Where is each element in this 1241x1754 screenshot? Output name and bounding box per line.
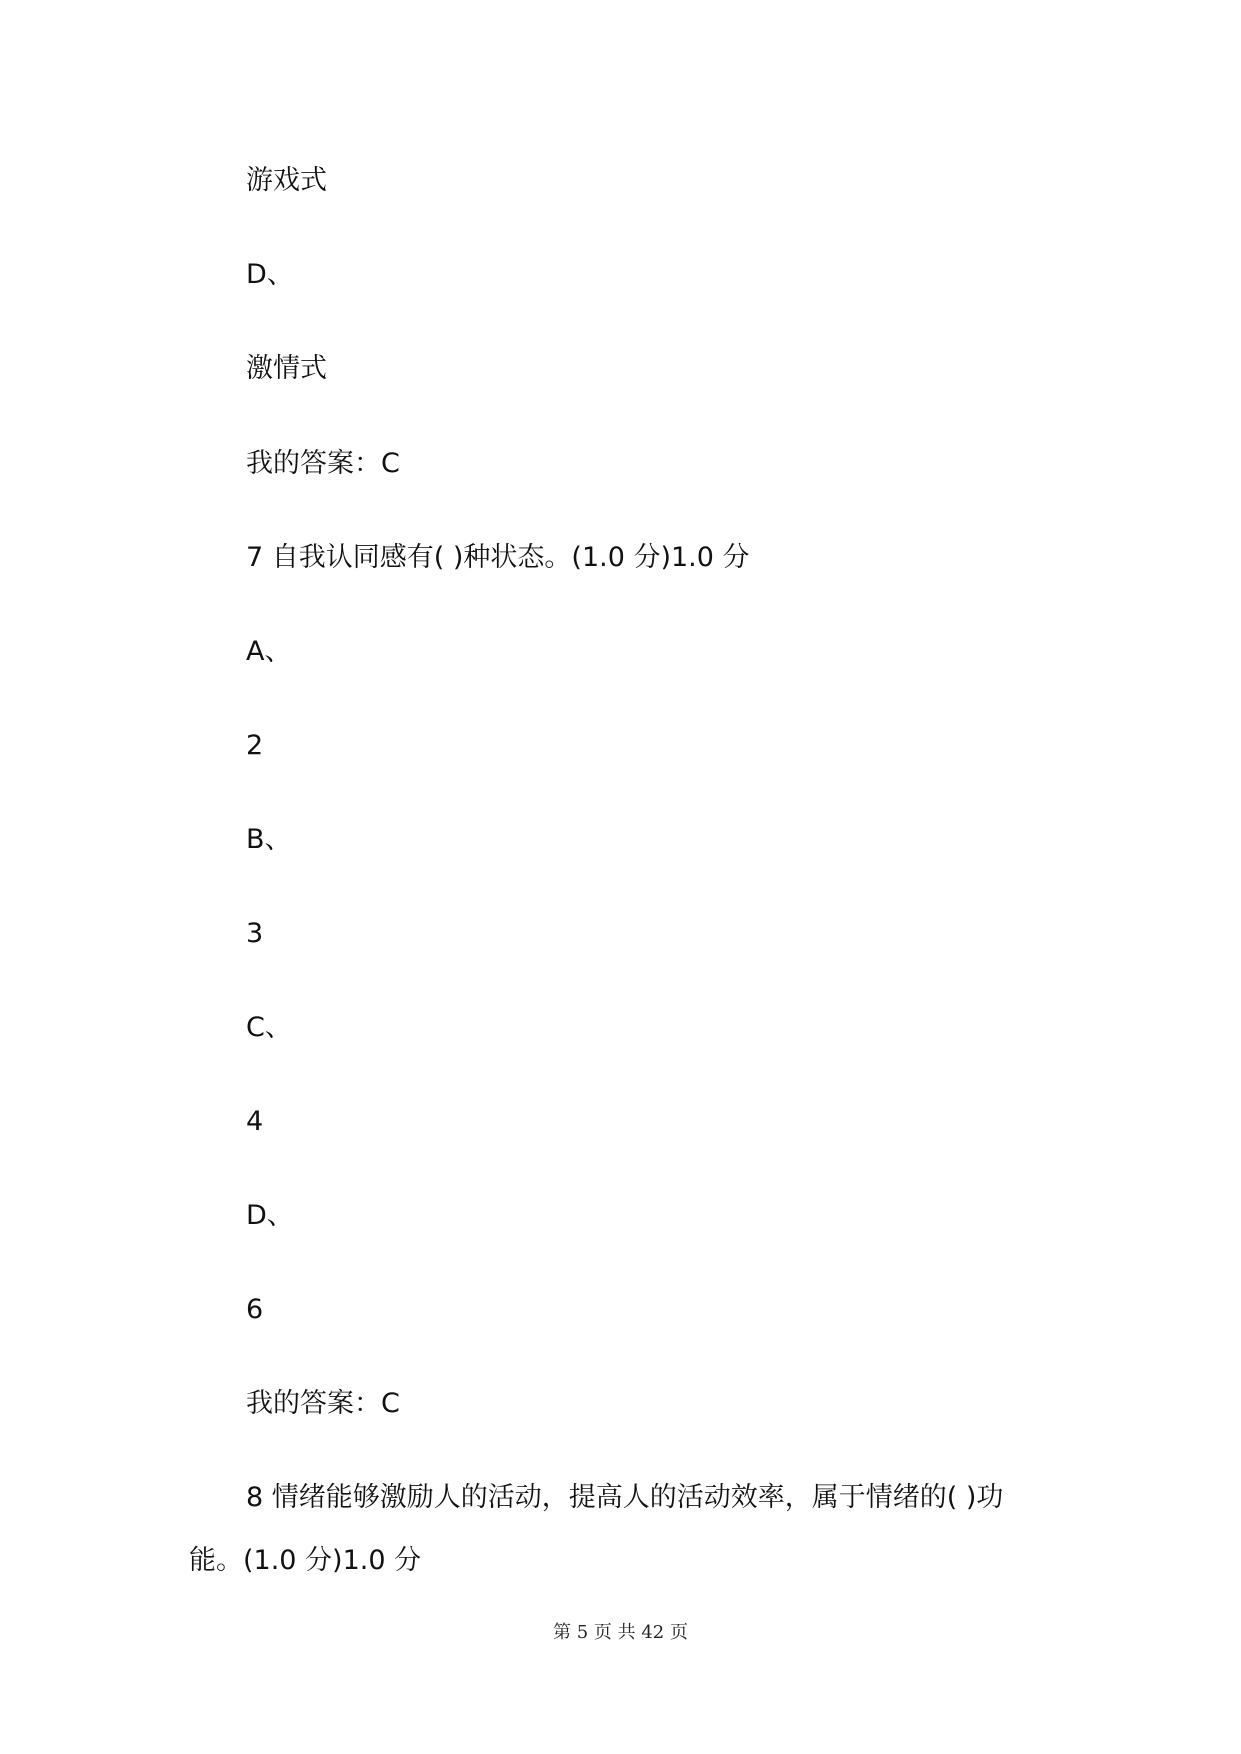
- option-label-b: B、: [246, 824, 292, 855]
- option-value-a: 2: [246, 730, 264, 761]
- question-8-line-2: 能。(1.0 分)1.0 分: [189, 1545, 422, 1576]
- option-label-d: D、: [246, 259, 294, 290]
- option-value-c: 4: [246, 1106, 264, 1137]
- option-value-b: 3: [246, 918, 264, 949]
- question-8-line-1: 8 情绪能够激励人的活动，提高人的活动效率，属于情绪的( )功: [246, 1482, 1004, 1513]
- option-label-a: A、: [246, 636, 292, 667]
- option-value-d: 6: [246, 1294, 264, 1325]
- option-label-d-q7: D、: [246, 1200, 294, 1231]
- option-label-c: C、: [246, 1012, 292, 1043]
- option-text-passion-style: 激情式: [246, 353, 327, 384]
- my-answer-q6: 我的答案：C: [246, 448, 400, 479]
- option-text-game-style: 游戏式: [246, 165, 327, 196]
- question-7-text: 7 自我认同感有( )种状态。(1.0 分)1.0 分: [246, 542, 750, 573]
- my-answer-q7: 我的答案：C: [246, 1388, 400, 1419]
- page-footer: 第 5 页 共 42 页: [553, 1622, 688, 1643]
